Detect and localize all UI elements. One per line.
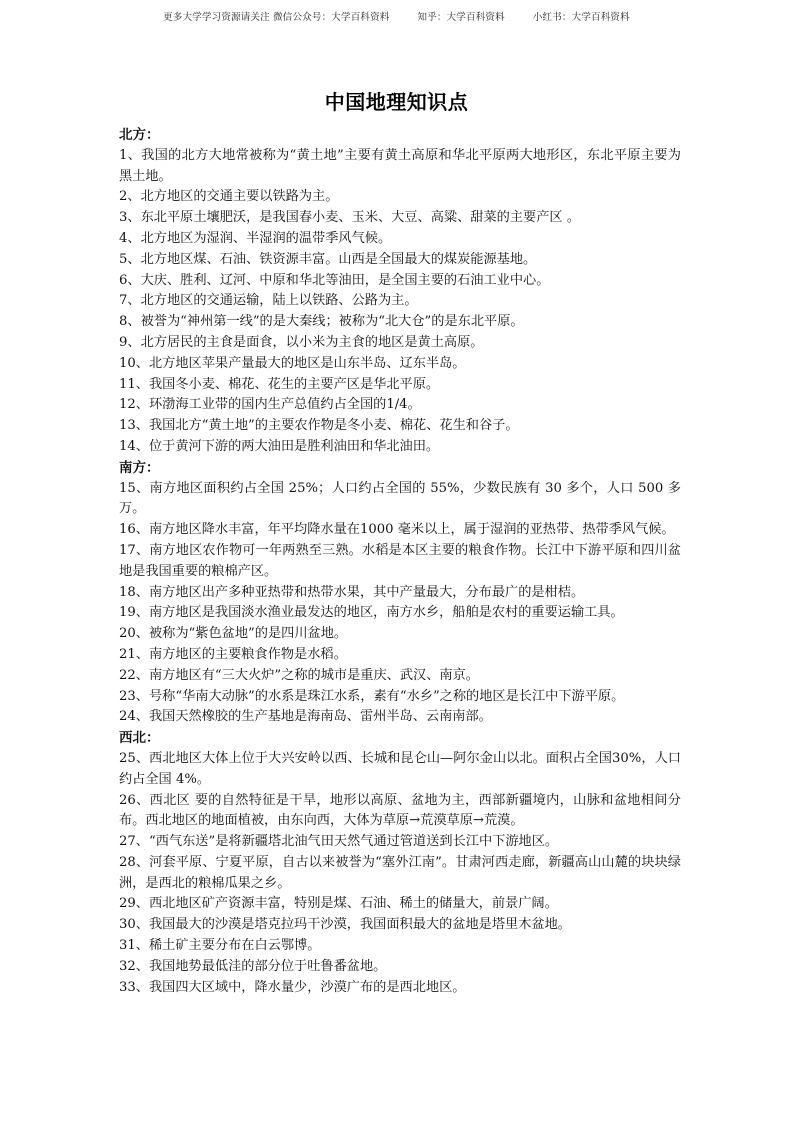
document-body	[119, 125, 681, 998]
header-xiaohongshu: 小红书：大学百科资料	[532, 12, 630, 23]
list-item: 10、北方地区苹果产量最大的地区是山东半岛、辽东半岛。	[119, 355, 466, 371]
list-item: 19、南方地区是我国淡水渔业最发达的地区，南方水乡，船舶是农村的重要运输工具。	[119, 605, 624, 621]
list-item: 6、大庆、胜利、辽河、中原和华北等油田，是全国主要的石油工业中心。	[119, 272, 550, 288]
list-item: 13、我国北方“黄土地”的主要农作物是冬小麦、棉花、花生和谷子。	[119, 418, 519, 434]
list-item: 28、河套平原、宁夏平原，自古以来被誉为“塞外江南”。甘肃河西走廊，新疆高山山麓的块块绿洲，是西北的粮棉瓜果之乡。	[119, 854, 681, 891]
list-item: 7、北方地区的交通运输，陆上以铁路、公路为主。	[119, 293, 418, 309]
list-item: 9、北方居民的主食是面食，以小米为主食的地区是黄土高原。	[119, 334, 484, 350]
list-item: 17、南方地区农作物可一年两熟至三熟。水稻是本区主要的粮食作物。长江中下游平原和四川盆地是我国重要的粮棉产区。	[119, 542, 681, 579]
list-item: 11、我国冬小麦、棉花、花生的主要产区是华北平原。	[119, 376, 440, 392]
list-item: 25、西北地区大体上位于大兴安岭以西、长城和昆仑山—阿尔金山以北。面积占全国30%，人口约占全国 4%。	[119, 750, 681, 787]
list-item: 8、被誉为“神州第一线”的是大秦线；被称为“北大仓”的是东北平原。	[119, 314, 524, 330]
list-item: 5、北方地区煤、石油、铁资源丰富。山西是全国最大的煤炭能源基地。	[119, 251, 537, 267]
section-south	[119, 458, 681, 728]
list-item: 26、西北区 要的自然特征是干旱，地形以高原、盆地为主，西部新疆境内，山脉和盆地相间分布。西北地区的地面植被，由东向西，大体为草原→荒漠草原→荒漠。	[119, 792, 681, 829]
list-item: 24、我国天然橡胶的生产基地是海南岛、雷州半岛、云南南部。	[119, 709, 492, 725]
list-item: 12、环渤海工业带的国内生产总值约占全国的1/4。	[119, 397, 421, 413]
section-northwest	[119, 728, 681, 998]
list-item: 29、西北地区矿产资源丰富，特别是煤、石油、稀土的储量大，前景广阔。	[119, 896, 558, 912]
list-item: 23、号称“华南大动脉”的水系是珠江水系，素有“水乡”之称的地区是长江中下游平原。	[119, 688, 625, 704]
section-heading: 西北：	[119, 730, 160, 747]
header-promo: 更多大学学习资源请关注 微信公众号：大学百科资料	[163, 12, 390, 23]
list-item: 21、南方地区的主要粮食作物是水稻。	[119, 646, 347, 662]
list-item: 2、北方地区的交通主要以铁路为主。	[119, 189, 339, 205]
list-item: 22、南方地区有“三大火炉”之称的城市是重庆、武汉、南京。	[119, 667, 479, 683]
list-item: 18、南方地区出产多种亚热带和热带水果，其中产量最大，分布最广的是柑桔。	[119, 584, 585, 600]
section-north	[119, 125, 681, 458]
list-item: 4、北方地区为湿润、半湿润的温带季风气候。	[119, 230, 392, 246]
list-item: 27、“西气东送”是将新疆塔北油气田天然气通过管道送到长江中下游地区。	[119, 834, 559, 850]
section-heading: 南方：	[119, 459, 160, 476]
list-item: 31、稀土矿主要分布在白云鄂博。	[119, 938, 321, 954]
list-item: 30、我国最大的沙漠是塔克拉玛干沙漠，我国面积最大的盆地是塔里木盆地。	[119, 917, 571, 933]
list-item: 3、东北平原土壤肥沃，是我国春小麦、玉米、大豆、高粱、甜菜的主要产区 。	[119, 210, 580, 226]
list-item: 1、我国的北方大地常被称为“黄土地”主要有黄土高原和华北平原两大地形区，东北平原主要为黑土地。	[119, 147, 681, 184]
list-item: 20、被称为“紫色盆地”的是四川盆地。	[119, 626, 348, 642]
page-header	[0, 9, 793, 23]
document-title: 中国地理知识点	[324, 90, 469, 114]
list-item: 15、南方地区面积约占全国 25%；人口约占全国的 55%，少数民族有 30 多个，人口 500 多万。	[119, 480, 681, 517]
section-heading: 北方：	[119, 127, 160, 143]
list-item: 33、我国四大区域中，降水量少，沙漠广布的是西北地区。	[119, 979, 466, 995]
list-item: 32、我国地势最低洼的部分位于吐鲁番盆地。	[119, 958, 387, 974]
header-zhihu: 知乎：大学百科资料	[417, 12, 505, 23]
list-item: 16、南方地区降水丰富，年平均降水量在1000 毫米以上，属于湿润的亚热带、热带季风气候。	[119, 522, 675, 538]
list-item: 14、位于黄河下游的两大油田是胜利油田和华北油田。	[119, 438, 440, 454]
